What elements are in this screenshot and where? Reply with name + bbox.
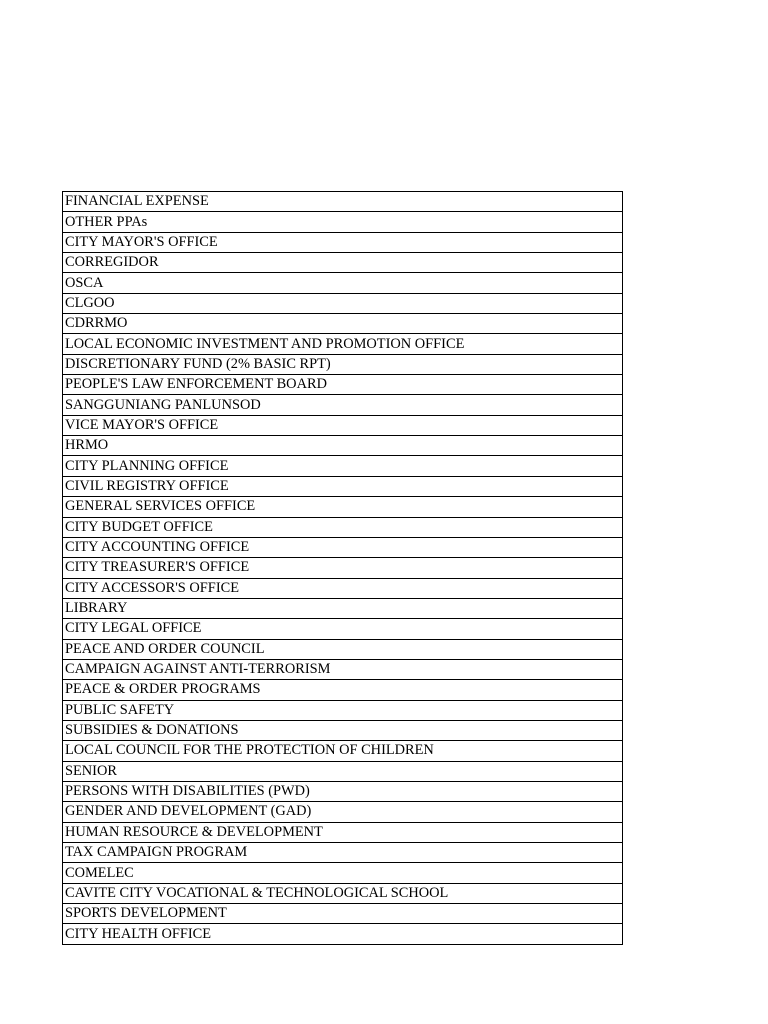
table-row (63, 415, 623, 435)
office-name-cell: LIBRARY (63, 598, 623, 618)
table-row (63, 843, 623, 863)
office-name-cell: OTHER PPAs (63, 212, 623, 232)
table-row (63, 761, 623, 781)
table-row (63, 375, 623, 395)
office-name-cell: GENERAL SERVICES OFFICE (63, 497, 623, 517)
office-name-cell: CAMPAIGN AGAINST ANTI-TERRORISM (63, 659, 623, 679)
table-row (63, 334, 623, 354)
office-name-cell: PEACE & ORDER PROGRAMS (63, 680, 623, 700)
office-name-cell: CITY ACCESSOR'S OFFICE (63, 578, 623, 598)
office-name-cell: OSCA (63, 273, 623, 293)
table-row (63, 212, 623, 232)
office-name-cell: CITY PLANNING OFFICE (63, 456, 623, 476)
office-name-cell: CLGOO (63, 293, 623, 313)
table-row (63, 924, 623, 944)
table-row (63, 354, 623, 374)
office-list-body (63, 192, 623, 945)
office-list-table (62, 191, 623, 945)
table-row (63, 720, 623, 740)
table-row (63, 232, 623, 252)
table-row (63, 537, 623, 557)
office-name-cell: GENDER AND DEVELOPMENT (GAD) (63, 802, 623, 822)
table-row (63, 619, 623, 639)
office-name-cell: CITY TREASURER'S OFFICE (63, 558, 623, 578)
table-row (63, 659, 623, 679)
table-row (63, 436, 623, 456)
office-name-cell: CIVIL REGISTRY OFFICE (63, 476, 623, 496)
office-name-cell: PERSONS WITH DISABILITIES (PWD) (63, 781, 623, 801)
office-name-cell: PEOPLE'S LAW ENFORCEMENT BOARD (63, 375, 623, 395)
table-row (63, 395, 623, 415)
table-row (63, 904, 623, 924)
table-row (63, 883, 623, 903)
office-name-cell: LOCAL ECONOMIC INVESTMENT AND PROMOTION OFFICE (63, 334, 623, 354)
office-name-cell: CORREGIDOR (63, 253, 623, 273)
table-row (63, 253, 623, 273)
office-name-cell: CITY BUDGET OFFICE (63, 517, 623, 537)
table-row (63, 639, 623, 659)
office-name-cell: SUBSIDIES & DONATIONS (63, 720, 623, 740)
table-row (63, 192, 623, 212)
table-row (63, 517, 623, 537)
table-row (63, 781, 623, 801)
office-name-cell: CDRRMO (63, 314, 623, 334)
office-name-cell: SENIOR (63, 761, 623, 781)
table-row (63, 273, 623, 293)
table-row (63, 822, 623, 842)
table-row (63, 476, 623, 496)
table-row (63, 456, 623, 476)
table-row (63, 598, 623, 618)
office-name-cell: HRMO (63, 436, 623, 456)
office-name-cell: CITY MAYOR'S OFFICE (63, 232, 623, 252)
office-name-cell: PEACE AND ORDER COUNCIL (63, 639, 623, 659)
office-name-cell: PUBLIC SAFETY (63, 700, 623, 720)
office-name-cell: CAVITE CITY VOCATIONAL & TECHNOLOGICAL SCHOOL (63, 883, 623, 903)
table-row (63, 497, 623, 517)
office-name-cell: CITY LEGAL OFFICE (63, 619, 623, 639)
office-name-cell: FINANCIAL EXPENSE (63, 192, 623, 212)
office-name-cell: CITY HEALTH OFFICE (63, 924, 623, 944)
office-name-cell: VICE MAYOR'S OFFICE (63, 415, 623, 435)
office-name-cell: HUMAN RESOURCE & DEVELOPMENT (63, 822, 623, 842)
office-name-cell: CITY ACCOUNTING OFFICE (63, 537, 623, 557)
table-row (63, 700, 623, 720)
table-row (63, 314, 623, 334)
office-name-cell: SANGGUNIANG PANLUNSOD (63, 395, 623, 415)
table-row (63, 802, 623, 822)
office-name-cell: DISCRETIONARY FUND (2% BASIC RPT) (63, 354, 623, 374)
table-row (63, 863, 623, 883)
table-row (63, 558, 623, 578)
office-name-cell: SPORTS DEVELOPMENT (63, 904, 623, 924)
office-name-cell: TAX CAMPAIGN PROGRAM (63, 843, 623, 863)
table-row (63, 578, 623, 598)
table-row (63, 680, 623, 700)
office-name-cell: COMELEC (63, 863, 623, 883)
office-name-cell: LOCAL COUNCIL FOR THE PROTECTION OF CHILDREN (63, 741, 623, 761)
table-row (63, 741, 623, 761)
table-row (63, 293, 623, 313)
